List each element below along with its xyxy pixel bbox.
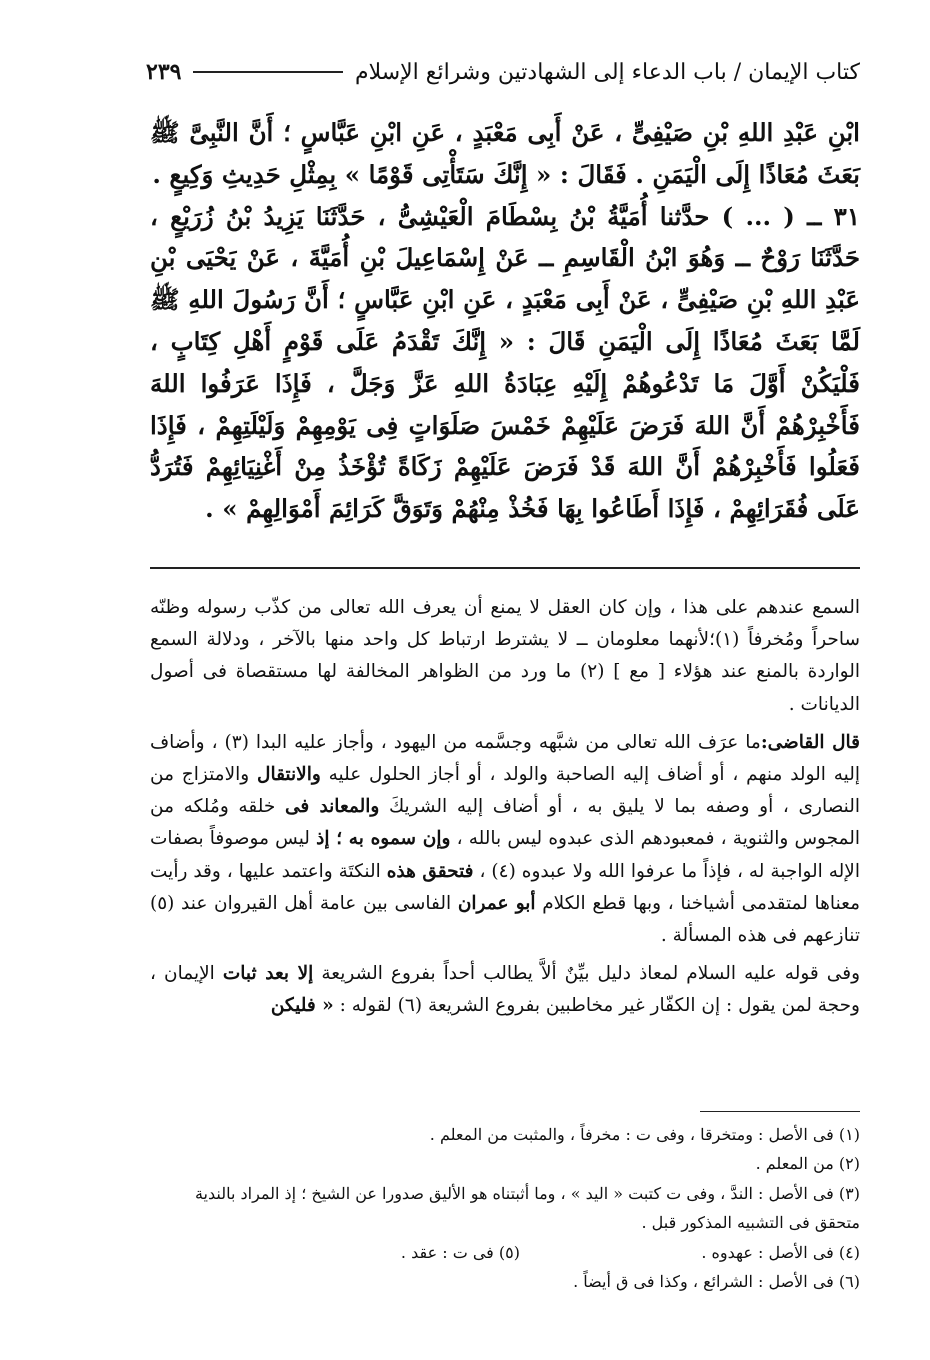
bold-run: فتحقق هذه xyxy=(386,860,474,882)
header-rule xyxy=(193,71,343,73)
hadith-paragraph-2: ٣١ ــ ( ... ) حدَّثنا أُمَيَّةُ بْنُ بِسْطَامَ الْعَيْشِىُّ ، حَدَّثَنَا يَزِيدُ بْنُ زُرَيْعٍ ، حَدَّثَنَا رَوْحٌ ــ وَهُوَ ابْنُ الْقَاسِمِ ــ عَنْ إِسْمَاعِيلَ بْنِ أُمَيَّةَ ، عَنْ يَحْيَى بْنِ عَبْدِ اللهِ بْنِ صَيْفِىٍّ ، عَنْ أَبِى مَعْبَدٍ ، عَنِ ابْنِ عَبَّاسٍ ؛ أَنَّ رَسُولَ اللهِ ﷺ لَمَّا بَعَثَ مُعَاذًا إِلَى الْيَمَنِ قَالَ : « إِنَّكَ تَقْدَمُ عَلَى قَوْمٍ أَهْلِ كِتَابٍ ، فَلْيَكُنْ أَوَّلَ مَا تَدْعُوهُمْ إِلَيْهِ عِبَادَةُ اللهِ عَزَّ وَجَلَّ ، فَإِذَا عَرَفُوا اللهَ فَأَخْبِرْهُمْ أَنَّ اللهَ فَرَضَ عَلَيْهِمْ خَمْسَ صَلَوَاتٍ فِى يَوْمِهِمْ وَلَيْلَتِهِمْ ، فَإِذَا فَعَلُوا فَأَخْبِرْهُمْ أَنَّ اللهَ قَدْ فَرَضَ عَلَيْهِمْ زَكَاةً تُؤْخَذُ مِنْ أَغْنِيَائِهِمْ فَتُرَدُّ عَلَى فُقَرَائِهِمْ ، فَإِذَا أَطَاعُوا بِهَا فَخُذْ مِنْهُمْ وَتَوَقَّ كَرَائِمَ أَمْوَالِهِمْ » . xyxy=(150,201,860,524)
bold-run: والانتقال xyxy=(257,764,321,786)
bold-run: وإن سموه به ؛ إذ xyxy=(316,828,451,850)
page-number: ٢٣٩ xyxy=(146,59,182,85)
commentary-run: ما عرَف الله تعالى من شبَّهه وجسَّمه من اليهود ، وأجاز عليه البدا (٣) ، وأضاف إليه الولد منهم ، أو أضاف إليه الصاحبة والولد ، أو أجاز الحلول عليه xyxy=(150,731,860,786)
bold-run: إلا بعد ثبات xyxy=(222,963,314,985)
header-title: كتاب الإيمان / باب الدعاء إلى الشهادتين وشرائع الإسلام xyxy=(354,59,860,85)
bold-run: « فليكن xyxy=(270,995,334,1017)
commentary-run: النكتَة واعتمد عليها ، وقد رأيت معناها لمتقدمى أشياخنا ، وبها قطع الكلام xyxy=(150,860,860,914)
footnote-1: (١) فى الأصل : ومتخرقا ، وفى ت : مخرفاً ، والمثبت من المعلم . xyxy=(429,1125,860,1144)
bold-run: والمعاند فى xyxy=(284,796,380,818)
footnote-5: (٥) فى ت : عقد . xyxy=(400,1242,520,1262)
commentary-paragraph-3 xyxy=(150,958,860,1022)
footnote-6: (٦) فى الأصل : الشرائع ، وكذا فى ق أيضاً . xyxy=(573,1272,860,1292)
footnote-row-4-5 xyxy=(150,1238,860,1267)
footnote-2: (٢) من المعلم . xyxy=(755,1154,860,1174)
hadith-text xyxy=(150,112,860,530)
footnote-4: (٤) فى الأصل : عهدوه . xyxy=(701,1242,860,1262)
commentary-run: والامتزاج من النصارى ، أو وصفه بما لا يليق به ، أو أضاف إليه الشريكَ xyxy=(150,764,861,818)
footnote-3: (٣) فى الأصل : الندَّ ، وفى ت كتبت « اليد » ، وما أثبتناه هو الأليق صدورا عن الشيخ ؛ إذ المراد بالندية متحقق فى التشبيه المذكور قبل . xyxy=(194,1183,860,1233)
hadith-paragraph-1: ابْنِ عَبْدِ اللهِ بْنِ صَيْفِىٍّ ، عَنْ أَبِى مَعْبَدٍ ، عَنِ ابْنِ عَبَّاسٍ ؛ أَنَّ النَّبِىَّ ﷺ بَعَثَ مُعَاذًا إِلَى الْيَمَنِ . فَقَالَ : « إِنَّكَ سَتَأْتِى قَوْمًا » بِمِثْلِ حَدِيثِ وَكِيعٍ . xyxy=(150,118,860,189)
text-divider xyxy=(150,567,860,569)
running-header xyxy=(146,52,860,92)
commentary-run: الفاسى بين عامة أهل القيروان عند (٥) تنازعهم فى هذه المسألة . xyxy=(150,892,860,947)
commentary-paragraph-2 xyxy=(150,727,860,952)
commentary-text xyxy=(150,592,860,1029)
bold-run: أبو عمران xyxy=(457,892,536,914)
commentary-run: وفى قوله عليه السلام لمعاذ دليل بيِّنٌ ألاَّ يطالب أحداً بفروع الشريعة xyxy=(313,963,860,985)
commentary-run: ليس موصوفاً بصفات الإله الواجبة له ، فإذاً ما عرفوا الله ولا عبدوه (٤) ، xyxy=(150,828,861,882)
footnote-divider xyxy=(700,1111,860,1112)
commentary-paragraph-1: السمع عندهم على هذا ، وإن كان العقل لا يمنع أن يعرف الله تعالى من كذّب رسوله وظنّه ساحراً ومُخرفاً (١)؛لأنهما معلومان ــ لا يشترط ارتباط كل واحد منها بالآخر ، ودلالة السمع الواردة بالمنع عند هؤلاء [ مع ] (٢) ما ورد من الظواهر المخالفة لها مستقصاة فى أصول الديانات . xyxy=(150,597,860,715)
qadi-lead: قال القاضى: xyxy=(760,731,861,753)
commentary-run: خلقه ومُلكه من المجوس والثنوية ، فمعبودهم الذى عبدوه ليس بالله ، xyxy=(150,796,860,850)
footnotes xyxy=(150,1120,860,1296)
commentary-run: الإيمان ، وحجة لمن يقول : إن الكفّار غير مخاطبين بفروع الشريعة (٦) لقوله : xyxy=(150,963,860,1017)
